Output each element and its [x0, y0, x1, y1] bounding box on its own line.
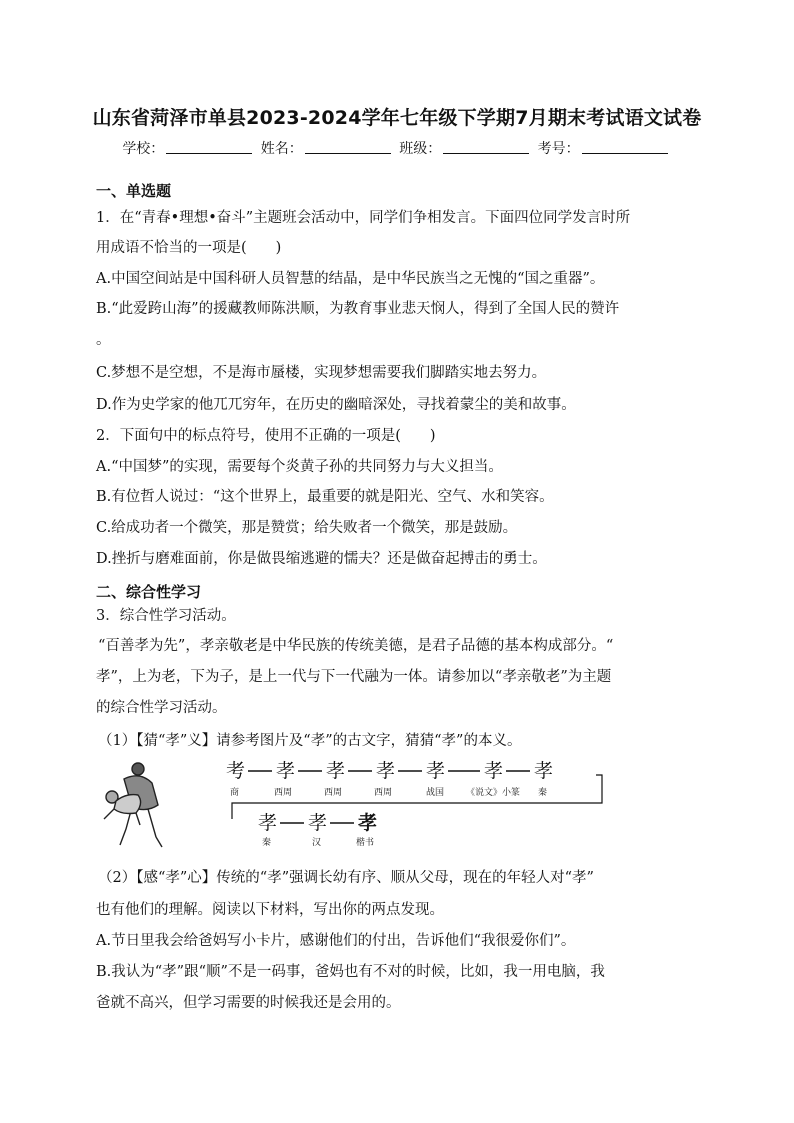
label-qin-bottom: 秦: [262, 838, 272, 848]
school-blank[interactable]: [166, 141, 252, 154]
q3-material-b-line2: 爸就不高兴，但学习需要的时候我还是会用的。: [96, 995, 401, 1011]
q2-option-c: C.给成功者一个微笑，那是赞赏；给失败者一个微笑，那是鼓励。: [96, 520, 518, 536]
label-shang: 商: [230, 788, 240, 798]
form-xizhou-1: 孝: [276, 760, 296, 782]
name-label: 姓名：: [260, 141, 303, 157]
row2-labels: [262, 836, 374, 848]
label-xizhou-1: 西周: [274, 788, 293, 798]
form-xizhou-3: 孝: [376, 760, 396, 782]
label-xizhou-3: 西周: [374, 788, 393, 798]
ancient-forms-row: [226, 760, 553, 782]
q2-option-a: A.“中国梦”的实现，需要每个炎黄子孙的共同努力与大义担当。: [96, 459, 503, 475]
q1-option-b-line1: B.“此爱跨山海”的援藏教师陈洪顺，为教育事业悲天悯人，得到了全国人民的赞许: [96, 301, 620, 317]
q1-stem-line1: 1．在“青春•理想•奋斗”主题班会活动中，同学们争相发言。下面四位同学发言时所: [96, 210, 631, 226]
form-qin: 孝: [534, 760, 554, 782]
label-qin-top: 秦: [538, 788, 548, 798]
label-kaishu: 楷书: [356, 838, 375, 848]
student-info-row: [0, 138, 794, 158]
form-xizhou-2: 孝: [326, 760, 346, 782]
label-shuowen: 《说文》小篆: [466, 788, 521, 798]
later-forms-row: [258, 811, 377, 834]
label-han: 汉: [312, 838, 322, 848]
child-carrying-elder-illustration: [104, 763, 162, 847]
name-blank[interactable]: [305, 141, 391, 154]
q3-sub2-line1: （2）【感“孝”心】传统的“孝”强调长幼有序、顺从父母，现在的年轻人对“孝”: [98, 870, 594, 886]
q2-option-b: B.有位哲人说过：“这个世界上，最重要的就是阳光、空气、水和笑容。: [96, 489, 554, 505]
q2-stem: 2．下面句中的标点符号，使用不正确的一项是( ): [96, 428, 436, 444]
q3-stem: 3．综合性学习活动。: [96, 608, 236, 624]
form-shang: 考: [226, 760, 246, 782]
q3-paragraph-line2: 孝”，上为老，下为子，是上一代与下一代融为一体。请参加以“孝亲敬老”为主题: [96, 669, 612, 685]
form-shuowen: 孝: [484, 760, 504, 782]
q3-material-b-line1: B.我认为“孝”跟“顺”不是一码事，爸妈也有不对的时候，比如，我一用电脑，我: [96, 964, 605, 980]
q3-sub1: （1）【猜“孝”义】请参考图片及“孝”的古文字，猜猜“孝”的本义。: [98, 733, 522, 749]
q1-option-b-line2: 。: [96, 332, 111, 348]
exam-number-blank[interactable]: [582, 141, 668, 154]
exam-title: 山东省菏泽市单县2023-2024学年七年级下学期7月期末考试语文试卷: [92, 107, 702, 129]
school-label: 学校：: [122, 141, 165, 157]
q1-option-d: D.作为史学家的他兀兀穷年，在历史的幽暗深处，寻找着蒙尘的美和故事。: [96, 397, 576, 413]
q1-stem-line2: 用成语不恰当的一项是( ): [96, 240, 282, 256]
form-qin-bottom: 孝: [258, 812, 278, 834]
section-heading-comprehensive: 二、综合性学习: [96, 583, 202, 601]
q3-sub2-line2: 也有他们的理解。阅读以下材料，写出你的两点发现。: [96, 902, 444, 918]
q1-option-c: C.梦想不是空想，不是海市蜃楼，实现梦想需要我们脚踏实地去努力。: [96, 365, 547, 381]
section-heading-single-choice: 一、单选题: [96, 182, 172, 200]
class-blank[interactable]: [443, 141, 529, 154]
q3-paragraph-line1: “百善孝为先”，孝亲敬老是中华民族的传统美德，是君子品德的基本构成部分。“: [98, 638, 614, 654]
class-label: 班级：: [399, 141, 442, 157]
q2-option-d: D.挫折与磨难面前，你是做畏缩逃避的懦夫？还是做奋起搏击的勇士。: [96, 551, 547, 567]
form-han: 孝: [308, 812, 328, 834]
q3-material-a: A.节日里我会给爸妈写小卡片，感谢他们的付出，告诉他们“我很爱你们”。: [96, 933, 576, 949]
row1-labels: [230, 786, 547, 798]
q3-paragraph-line3: 的综合性学习活动。: [96, 700, 227, 716]
q1-option-a: A.中国空间站是中国科研人员智慧的结晶，是中华民族当之无愧的“国之重器”。: [96, 271, 605, 287]
exam-number-label: 考号：: [537, 141, 580, 157]
form-kaishu: 孝: [358, 812, 378, 834]
xiao-character-evolution-figure: [96, 757, 610, 853]
label-zhanguo: 战国: [426, 788, 445, 798]
form-zhanguo: 孝: [426, 760, 446, 782]
label-xizhou-2: 西周: [324, 788, 343, 798]
